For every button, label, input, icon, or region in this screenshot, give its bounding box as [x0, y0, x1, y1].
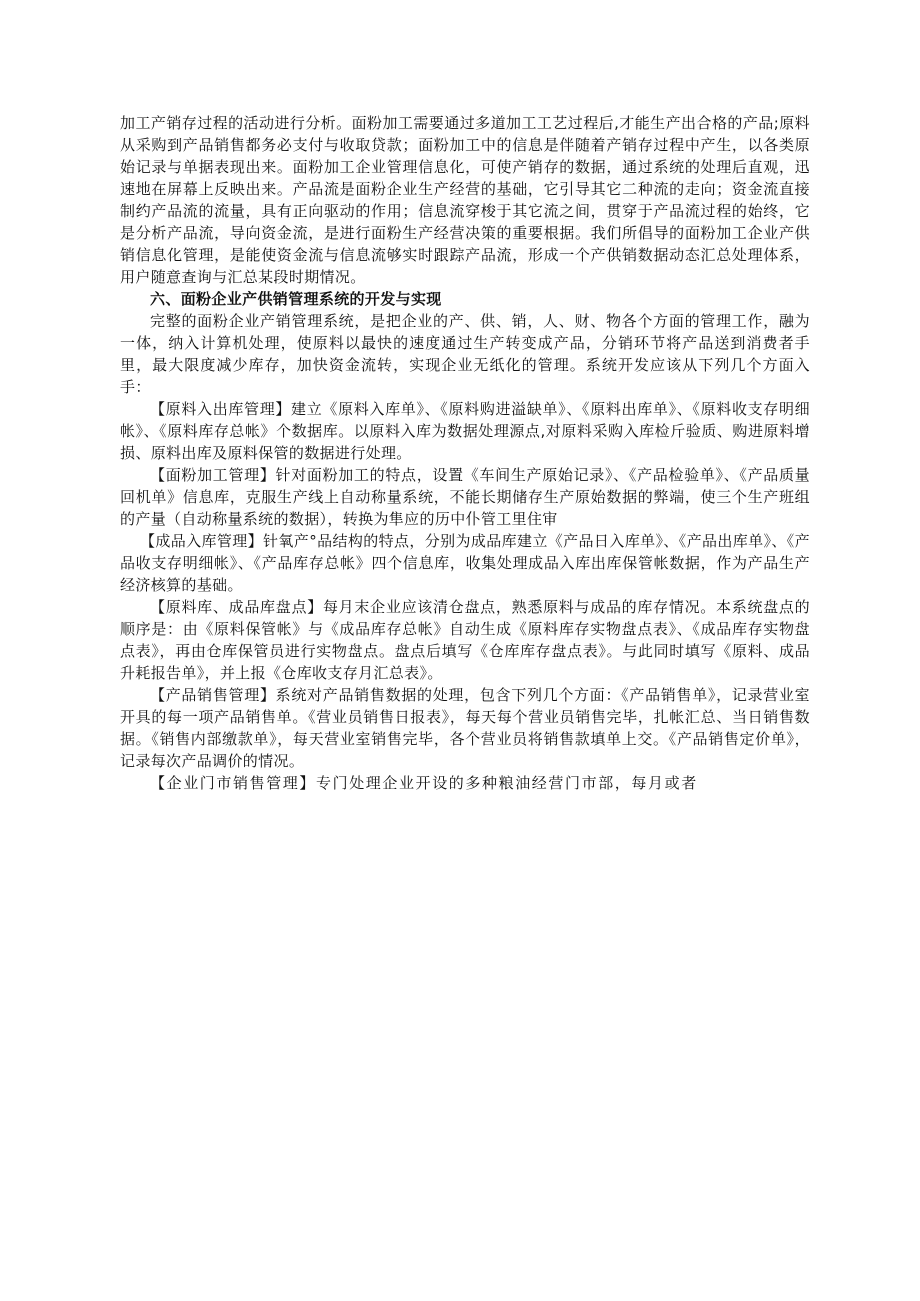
- document-page: [120, 112, 810, 794]
- paragraph-sales: 【产品销售管理】系统对产品销售数据的处理，包含下列几个方面：《产品销售单》，记录营业室开具的每一项产品销售单。《营业员销售日报表》，每天每个营业员销售完毕，扎帐汇总、当日销售数据。《销售内部缴款单》，每天营业室销售完毕，各个营业员将销售款填单上交。《产品销售定价单》，记录每次产品调价的情况。: [120, 686, 810, 770]
- paragraph-inventory-count: 【原料库、成品库盘点】每月末企业应该清仓盘点，熟悉原料与成品的库存情况。本系统盘点的顺序是：由《原料保管帐》与《成品库存总帐》自动生成《原料库存实物盘点表》、《成品库存实物盘点表》，再由仓库保管员进行实物盘点。盘点后填写《仓库库存盘点表》。与此同时填写《原料、成品升耗报告单》，并上报《仓库收支存月汇总表》。: [120, 598, 810, 682]
- section-heading: 六、面粉企业产供销管理系统的开发与实现: [150, 290, 442, 308]
- paragraph-retail-sales: 【企业门市销售管理】专门处理企业开设的多种粮油经营门市部，每月或者: [150, 774, 698, 792]
- paragraph-flour-processing: 【面粉加工管理】针对面粉加工的特点，设置《车间生产原始记录》、《产品检验单》、《产品质量回机单》信息库，克服生产线上自动称量系统，不能长期储存生产原始数据的弊端，使三个生产班组的产量（自动称量系统的数据），转换为隼应的历中仆管工里住审: [120, 466, 810, 528]
- paragraph-raw-material: 【原料入出库管理】建立《原料入库单》、《原料购进溢缺单》、《原料出库单》、《原料收支存明细帐》、《原料库存总帐》个数据库。以原料入库为数据处理源点,对原料采购入库检斤验质、购进原料增损、原料出库及原料保管的数据进行处理。: [120, 400, 810, 462]
- paragraph-overview: 完整的面粉企业产销管理系统，是把企业的产、供、销，人、财、物各个方面的管理工作，融为一体，纳入计算机处理，使原料以最快的速度通过生产转变成产品，分销环节将产品送到消费者手里，最大限度减少库存，加快资金流转，实现企业无纸化的管理。系统开发应该从下列几个方面入手：: [120, 312, 810, 396]
- paragraph-intro: 加工产销存过程的活动进行分析。面粉加工需要通过多道加工工艺过程后,才能生产出合格的产品;原料从采购到产品销售都务必支付与收取贷款；面粉加工中的信息是伴随着产销存过程中产生，以各类原始记录与单据表现出来。面粉加工企业管理信息化，可使产销存的数据，通过系统的处理后直观，迅速地在屏幕上反映出来。产品流是面粉企业生产经营的基础，它引导其它二种流的走向；资金流直接制约产品流的流量，具有正向驱动的作用；信息流穿梭于其它流之间，贯穿于产品流过程的始终，它是分析产品流，导向资金流，是进行面粉生产经营决策的重要根据。我们所倡导的面粉加工企业产供销信息化管理，是能使资金流与信息流够实时跟踪产品流，形成一个产供销数据动态汇总处理体系，用户随意查询与汇总某段时期情况。: [120, 114, 810, 286]
- paragraph-finished-goods: 【成品入库管理】针氧产°品结构的特点，分别为成品库建立《产品日入库单》、《产品出库单》、《产品收支存明细帐》、《产品库存总帐》四个信息库，收集处理成品入库出库保管帐数据，作为产品生产经济核算的基础。: [120, 532, 810, 594]
